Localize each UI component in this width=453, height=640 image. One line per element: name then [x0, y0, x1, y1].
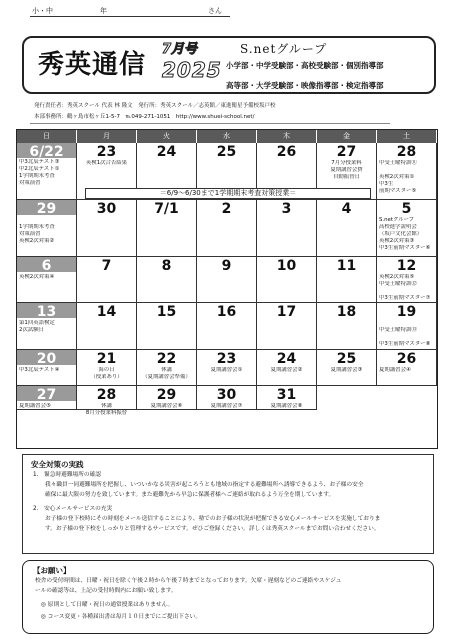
day-event: 中3生: [379, 181, 394, 187]
day-event: 英検1次合否結果: [85, 160, 128, 166]
day-number: 21: [96, 351, 117, 367]
day-event: 英検2次対策②: [19, 238, 55, 244]
day-number: 28: [396, 144, 417, 160]
day-event: 英検2次対策④: [19, 274, 55, 280]
day-event: 中3生前期マスター⑧: [379, 341, 431, 347]
calendar-day: [257, 257, 317, 303]
dept-line-1: 小学部・中学受験部・高校受験部・個別指導部: [226, 61, 384, 70]
calendar-day: [197, 257, 257, 303]
day-number: 23: [216, 351, 237, 367]
newsletter-title: 秀英通信: [38, 50, 147, 80]
day-event: 休講: [101, 403, 112, 409]
safety-section: [22, 454, 434, 554]
day-event: 前期マスター⑤: [379, 188, 417, 194]
safety-title: 安全対策の実践: [31, 460, 84, 469]
day-event: （坂戸文化会館）: [379, 231, 423, 237]
calendar-day: [197, 303, 257, 350]
office-info: 本部事務所：鶴ヶ島市松ヶ丘1-5-7 ℡049-271-1051 http://www.shuei-school.net/: [34, 114, 255, 120]
day-event: 1学期期末考査: [19, 224, 55, 230]
weekday-header: 月: [77, 130, 137, 143]
publisher-info: 発行責任者：秀英スクール 代表 林 隆文 発行所：秀英スクール／志英館／東進衛星予備校坂戸校: [34, 103, 276, 109]
day-event: 夏期講習会④: [379, 367, 411, 373]
calendar-day: [257, 303, 317, 350]
day-event: 対策演習: [19, 231, 41, 237]
notice-text-1: 校舎の受付時間は、日曜・祝日を除く午後２時から午後７時までとなっております。欠席・遅刻などのご連絡やスケジュ: [35, 578, 342, 584]
day-event: 英検2次対策⑤: [379, 274, 415, 280]
day-number: 23: [96, 144, 117, 160]
issue-year: 2025: [162, 58, 222, 82]
bullet-icon: ◎: [41, 602, 48, 608]
day-event: S.netグループ: [379, 217, 415, 223]
calendar-day: [77, 200, 137, 257]
day-number: 12: [396, 258, 417, 274]
day-number: 25: [216, 144, 237, 160]
calendar-day: [317, 257, 377, 303]
day-event: 中3生前期マスター⑥: [379, 245, 431, 251]
safety-item1-text-2: 確保に最大限の努力を致しています。また避難先から早急に保護者様へご連絡が取れるよう万全を期しています。: [45, 492, 335, 498]
day-event: 自動振替日: [333, 174, 360, 180]
day-number: 20: [36, 351, 57, 367]
day-number: 7/1: [154, 201, 179, 217]
day-event: 海の日: [98, 367, 115, 373]
day-event: 第1回英語検定: [19, 320, 55, 326]
safety-item2-text-2: す。お子様の登下校をしっかりと管理するサービスです。ぜひご登録ください。詳しくは秀英スクールまでお問い合わせください。: [45, 526, 380, 532]
day-number: 30: [96, 201, 117, 217]
day-event: 中受土曜特訓⑪: [379, 160, 417, 166]
calendar: [16, 129, 438, 449]
dept-line-2: 高等部・大学受験部・映像指導部・検定指導部: [226, 81, 384, 90]
weekday-header: 火: [137, 130, 197, 143]
day-number: 26: [396, 351, 417, 367]
calendar-day: [17, 386, 77, 410]
day-event: 夏期講習会⑤: [19, 403, 51, 409]
day-event: 高校進学説明会: [379, 224, 417, 230]
calendar-day: [137, 303, 197, 350]
day-number: 29: [156, 387, 177, 403]
day-event: 中3生前期マスター⑦: [379, 295, 431, 301]
calendar-day: [257, 200, 317, 257]
notice-title: 【お願い】: [33, 566, 71, 575]
day-number: 28: [96, 387, 117, 403]
calendar-day: [137, 257, 197, 303]
calendar-day: [77, 386, 137, 416]
calendar-day: [77, 257, 137, 303]
weekday-header: 水: [197, 130, 257, 143]
day-number: 3: [281, 201, 292, 217]
day-event: 対策演習: [19, 180, 41, 186]
day-event: 休講: [161, 367, 172, 373]
school-label: 小・中: [32, 7, 53, 15]
day-number: 24: [276, 351, 297, 367]
group-name: S.netグループ: [240, 42, 328, 56]
day-event: 夏期講習会③: [330, 367, 363, 373]
day-number: 24: [156, 144, 177, 160]
day-number: 22: [156, 351, 177, 367]
day-event: 中受土曜特訓⑬: [379, 327, 417, 333]
calendar-day: [377, 257, 437, 303]
day-event: 英検2次対策③: [379, 238, 415, 244]
day-event: 1学期期末考査: [19, 173, 55, 179]
day-event: 英検2次対策①: [379, 174, 415, 180]
day-event: 夏期講習会⑧: [270, 403, 303, 409]
safety-item1-text-1: 我々職員一同避難場所を把握し、いついかなる災害が起ころうとも地域の指定する避難場所へ誘導できるよう、お子様の安全: [45, 482, 364, 488]
notice-bullet-1: ◎ 原則として日曜・祝日の通常授業はありません。: [41, 602, 174, 608]
day-event: 中2北辰テスト①: [19, 166, 60, 172]
notice-box: [22, 560, 434, 634]
day-event: 7月分授業料: [331, 160, 362, 166]
calendar-day: [377, 143, 437, 200]
safety-item2-title: 2. 安心メールサービスの充実: [33, 506, 113, 512]
calendar-day: [197, 386, 257, 410]
calendar-day: [137, 350, 197, 386]
calendar-day: [257, 350, 317, 386]
safety-item2-text-1: お子様の登下校時にその時刻をメール送信することにより、塾でのお子様の状況が把握できる安心メールサービスを実施しておりま: [45, 516, 381, 522]
day-event: 夏期講習会⑦: [210, 403, 243, 409]
calendar-day: [377, 350, 437, 386]
calendar-day: [377, 303, 437, 350]
day-number: 7: [101, 258, 112, 274]
day-number: 14: [96, 304, 117, 320]
calendar-day: [17, 257, 77, 303]
day-number: 4: [341, 201, 352, 217]
weekday-header: 木: [257, 130, 317, 143]
day-event: 中3北辰テスト④: [19, 367, 60, 373]
day-event: 8月分授業料振替: [85, 410, 128, 416]
day-number: 16: [216, 304, 237, 320]
name-suffix: さん: [208, 7, 222, 15]
day-event: 2次試験日: [19, 327, 44, 333]
weekday-header: 金: [317, 130, 377, 143]
day-number: 19: [396, 304, 417, 320]
student-name-line: [30, 6, 230, 17]
day-event: 夏期講習会⑥: [150, 403, 183, 409]
calendar-day: [17, 303, 77, 350]
calendar-day: [17, 200, 77, 257]
calendar-day: [317, 303, 377, 350]
calendar-day: [377, 200, 437, 257]
day-number: 15: [156, 304, 177, 320]
calendar-day: [317, 350, 377, 386]
day-number: 17: [276, 304, 297, 320]
day-event: （夏期講習会準備）: [142, 374, 191, 380]
bullet-icon: ◎: [41, 614, 48, 620]
day-number: 9: [221, 258, 232, 274]
calendar-day: [17, 350, 77, 386]
day-number: 27: [336, 144, 357, 160]
day-number: 18: [336, 304, 357, 320]
day-number: 30: [216, 387, 237, 403]
calendar-day: [197, 200, 257, 257]
day-number: 2: [221, 201, 232, 217]
info-divider: [30, 123, 390, 124]
day-number: 29: [36, 201, 57, 217]
day-event: 中3北辰テスト③: [19, 159, 60, 165]
weekday-header: 土: [377, 130, 437, 143]
calendar-day: [17, 143, 77, 200]
calendar-day: [137, 200, 197, 257]
safety-item1-title: 1. 緊急時避難場所の確認: [33, 472, 101, 478]
day-number: 11: [336, 258, 357, 274]
calendar-day: [77, 350, 137, 386]
day-number: 5: [401, 201, 412, 217]
day-number: 10: [276, 258, 297, 274]
day-event: （授業あり）: [90, 374, 123, 380]
calendar-day: [257, 386, 317, 410]
day-event: 夏期講習会①: [210, 367, 243, 373]
test-prep-banner: ＝6/9～6/30まで1学期期末考査対策授業＝: [85, 188, 371, 199]
day-number: 6: [41, 258, 52, 274]
day-number: 8: [161, 258, 172, 274]
day-event: 中受土曜特訓⑫: [379, 281, 417, 287]
calendar-day: [197, 350, 257, 386]
day-number: 6/22: [29, 144, 64, 160]
calendar-day: [317, 200, 377, 257]
issue-month: 7月号: [162, 42, 198, 57]
calendar-day: [77, 303, 137, 350]
day-number: 25: [336, 351, 357, 367]
notice-text-2: ールの確認等は、上記の受付時間内にお願い致します。: [35, 588, 177, 594]
calendar-day: [137, 386, 197, 410]
notice-bullet-2: ◎ コース変更・各種届出書は毎月１０日までにご提出下さい。: [41, 614, 202, 620]
day-number: 26: [276, 144, 297, 160]
day-number: 31: [276, 387, 297, 403]
day-event: 夏期講習会費: [330, 167, 363, 173]
weekday-header: 日: [17, 130, 77, 143]
day-event: 夏期講習会②: [270, 367, 303, 373]
day-number: 27: [36, 387, 57, 403]
grade-label: 年: [100, 7, 107, 15]
day-number: 13: [36, 304, 57, 320]
